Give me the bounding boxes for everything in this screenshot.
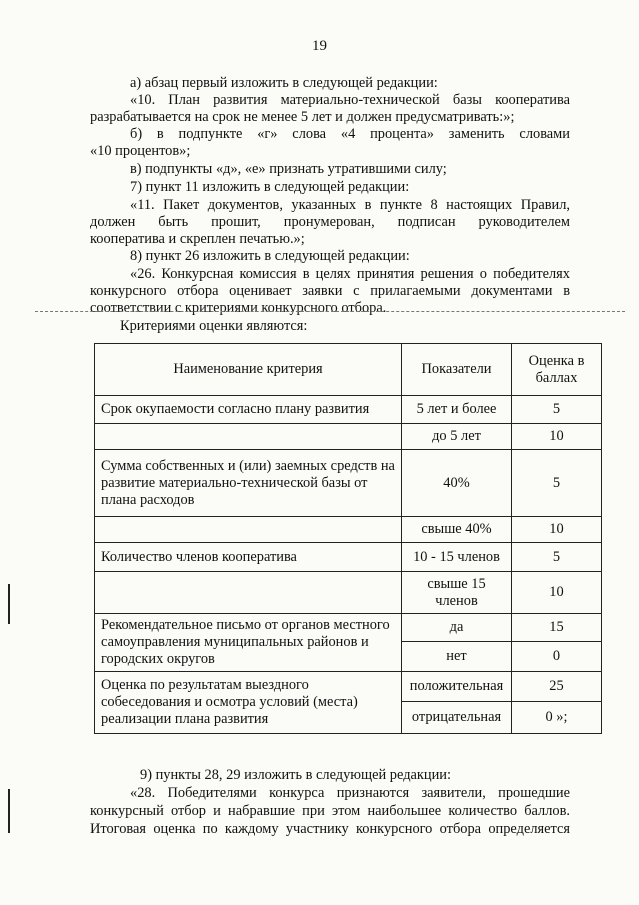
header-criterion: Наименование критерия bbox=[95, 344, 402, 396]
text-line: в) подпункты «д», «е» признать утратившими силу; bbox=[130, 161, 447, 177]
criterion-cell bbox=[95, 517, 402, 543]
score-cell: 5 bbox=[512, 543, 602, 572]
text-line: а) абзац первый изложить в следующей редакции: bbox=[130, 75, 438, 91]
text-line: «26. Конкурсная комиссия в целях принятия решения о победителях bbox=[130, 266, 570, 282]
text-line: конкурсного отбора оценивает заявки с прилагаемыми документами в bbox=[90, 283, 570, 299]
text-line: 8) пункт 26 изложить в следующей редакции: bbox=[130, 248, 410, 264]
text-line: разрабатывается на срок не менее 5 лет и должен предусматривать:»; bbox=[90, 109, 515, 125]
text-line: кооператива и скреплен печатью.»; bbox=[90, 231, 305, 247]
text-line: б) в подпункте «г» слова «4 процента» заменить словами bbox=[130, 126, 570, 142]
text-line: 9) пункты 28, 29 изложить в следующей редакции: bbox=[140, 767, 451, 783]
indicator-cell: 5 лет и более bbox=[402, 396, 512, 424]
table-row bbox=[95, 572, 602, 614]
table-header-row bbox=[95, 344, 602, 396]
table-row bbox=[95, 424, 602, 450]
table-row bbox=[95, 543, 602, 572]
criteria-table bbox=[94, 343, 602, 734]
scan-margin-mark bbox=[8, 584, 10, 624]
score-cell: 5 bbox=[512, 450, 602, 517]
header-score: Оценка в баллах bbox=[512, 344, 602, 396]
text-line: «10. План развития материально-технической базы кооператива bbox=[130, 92, 570, 108]
score-cell: 0 bbox=[512, 642, 602, 672]
indicator-cell: свыше 40% bbox=[402, 517, 512, 543]
text-line: Итоговая оценка по каждому участнику конкурсного отбора определяется bbox=[90, 821, 570, 837]
table-row bbox=[95, 396, 602, 424]
criterion-cell bbox=[95, 572, 402, 614]
table-row bbox=[95, 450, 602, 517]
text-line: конкурсный отбор и набравшие при этом наибольшее количество баллов. bbox=[90, 803, 570, 819]
text-line: «28. Победителями конкурса признаются заявители, прошедшие bbox=[130, 785, 570, 801]
score-cell: 25 bbox=[512, 672, 602, 702]
score-cell: 10 bbox=[512, 424, 602, 450]
criterion-cell: Количество членов кооператива bbox=[95, 543, 402, 572]
indicator-cell: до 5 лет bbox=[402, 424, 512, 450]
text-line: «11. Пакет документов, указанных в пункте 8 настоящих Правил, bbox=[130, 197, 570, 213]
indicator-cell: отрицательная bbox=[402, 702, 512, 734]
scan-fold-line bbox=[35, 311, 625, 312]
text-line: 7) пункт 11 изложить в следующей редакции: bbox=[130, 179, 410, 195]
text-line: должен быть прошит, пронумерован, подписан руководителем bbox=[90, 214, 570, 230]
text-line: «10 процентов»; bbox=[90, 143, 191, 159]
indicator-cell: 40% bbox=[402, 450, 512, 517]
score-cell: 10 bbox=[512, 517, 602, 543]
indicator-cell: положительная bbox=[402, 672, 512, 702]
text-line: соответствии с критериями конкурсного отбора. bbox=[90, 300, 387, 316]
criterion-cell: Срок окупаемости согласно плану развития bbox=[95, 396, 402, 424]
score-cell: 0 »; bbox=[512, 702, 602, 734]
scan-margin-mark bbox=[8, 789, 10, 833]
table-row bbox=[95, 672, 602, 702]
criterion-cell: Оценка по результатам выездного собеседования и осмотра условий (места) реализации плана развития bbox=[95, 672, 402, 734]
score-cell: 10 bbox=[512, 572, 602, 614]
criterion-cell: Сумма собственных и (или) заемных средств на развитие материально-технической базы от плана расходов bbox=[95, 450, 402, 517]
indicator-cell: 10 - 15 членов bbox=[402, 543, 512, 572]
criterion-cell: Рекомендательное письмо от органов местного самоуправления муниципальных районов и городских округов bbox=[95, 614, 402, 672]
score-cell: 5 bbox=[512, 396, 602, 424]
indicator-cell: да bbox=[402, 614, 512, 642]
table-row bbox=[95, 614, 602, 642]
indicator-cell: свыше 15 членов bbox=[402, 572, 512, 614]
criterion-cell bbox=[95, 424, 402, 450]
page-number: 19 bbox=[312, 38, 327, 54]
score-cell: 15 bbox=[512, 614, 602, 642]
text-line: Критериями оценки являются: bbox=[120, 318, 308, 334]
indicator-cell: нет bbox=[402, 642, 512, 672]
table-row bbox=[95, 517, 602, 543]
header-indicator: Показатели bbox=[402, 344, 512, 396]
